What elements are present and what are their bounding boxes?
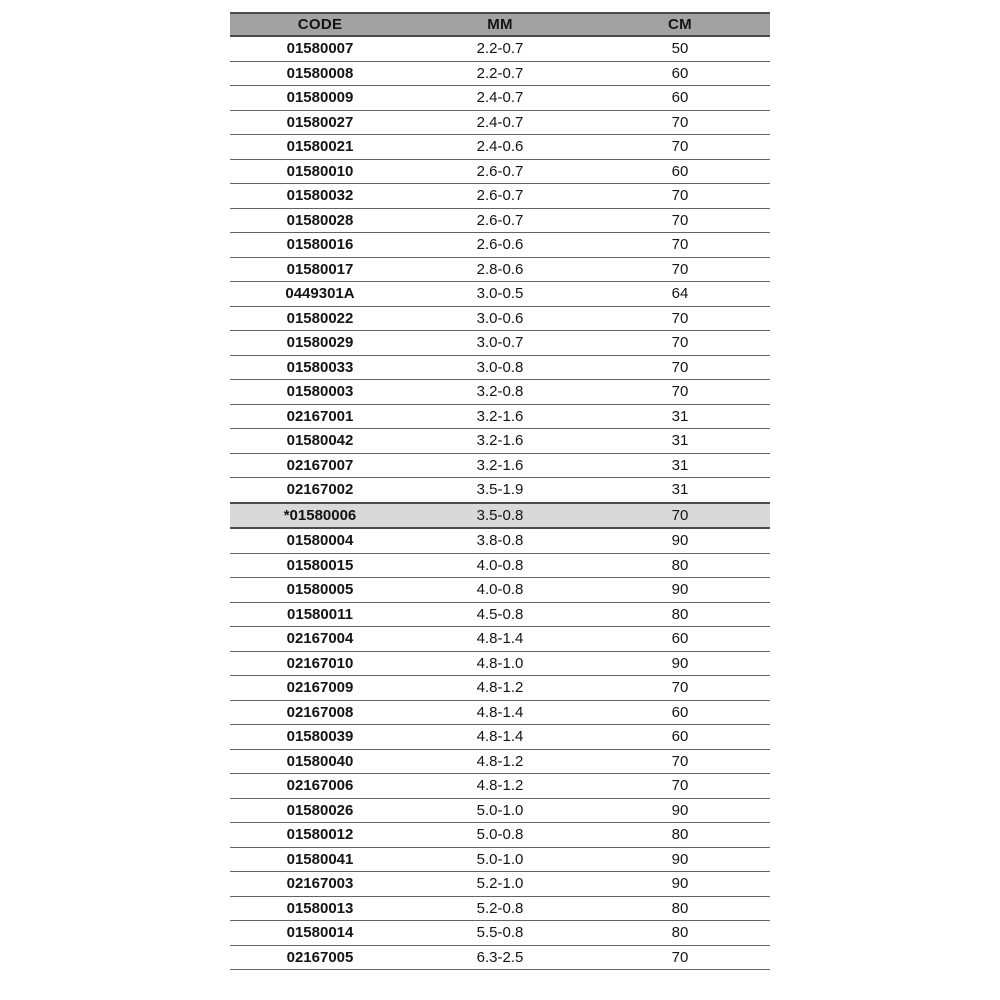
code-cell: 02167005 xyxy=(230,945,410,970)
code-cell: 01580010 xyxy=(230,159,410,184)
mm-cell: 5.0-1.0 xyxy=(410,798,590,823)
code-cell: 01580014 xyxy=(230,921,410,946)
code-cell: 01580042 xyxy=(230,429,410,454)
mm-cell: 4.0-0.8 xyxy=(410,553,590,578)
mm-cell: 2.2-0.7 xyxy=(410,61,590,86)
table-row xyxy=(230,135,770,160)
table-row xyxy=(230,380,770,405)
cm-cell: 60 xyxy=(590,159,770,184)
cm-cell: 70 xyxy=(590,676,770,701)
mm-cell: 4.8-1.2 xyxy=(410,774,590,799)
code-cell: 02167006 xyxy=(230,774,410,799)
table-row xyxy=(230,61,770,86)
cm-cell: 80 xyxy=(590,921,770,946)
cm-cell: 70 xyxy=(590,110,770,135)
code-cell: 01580008 xyxy=(230,61,410,86)
cm-cell: 90 xyxy=(590,578,770,603)
cm-cell: 50 xyxy=(590,36,770,61)
cm-cell: 31 xyxy=(590,404,770,429)
table-body xyxy=(230,36,770,970)
code-cell: 01580041 xyxy=(230,847,410,872)
cm-cell: 70 xyxy=(590,233,770,258)
code-cell: 01580005 xyxy=(230,578,410,603)
code-cell: 01580021 xyxy=(230,135,410,160)
code-cell: 01580004 xyxy=(230,528,410,553)
table-row xyxy=(230,872,770,897)
mm-cell: 4.8-1.4 xyxy=(410,725,590,750)
table-row xyxy=(230,404,770,429)
code-cell: 01580029 xyxy=(230,331,410,356)
code-cell: 02167008 xyxy=(230,700,410,725)
table-row xyxy=(230,627,770,652)
code-cell: 01580017 xyxy=(230,257,410,282)
cm-cell: 60 xyxy=(590,627,770,652)
mm-cell: 3.0-0.5 xyxy=(410,282,590,307)
cm-cell: 80 xyxy=(590,823,770,848)
code-cell: *01580006 xyxy=(230,503,410,529)
cm-cell: 31 xyxy=(590,453,770,478)
code-cell: 01580009 xyxy=(230,86,410,111)
code-cell: 01580027 xyxy=(230,110,410,135)
code-cell: 01580003 xyxy=(230,380,410,405)
cm-cell: 70 xyxy=(590,331,770,356)
cm-cell: 90 xyxy=(590,798,770,823)
code-cell: 01580039 xyxy=(230,725,410,750)
mm-cell: 2.8-0.6 xyxy=(410,257,590,282)
cm-cell: 70 xyxy=(590,503,770,529)
table-row xyxy=(230,306,770,331)
cm-cell: 60 xyxy=(590,725,770,750)
mm-cell: 3.0-0.7 xyxy=(410,331,590,356)
header-row xyxy=(230,13,770,36)
cm-cell: 31 xyxy=(590,478,770,503)
table-row xyxy=(230,233,770,258)
column-header-cm: CM xyxy=(590,13,770,36)
cm-cell: 70 xyxy=(590,774,770,799)
table-row xyxy=(230,945,770,970)
table-row xyxy=(230,478,770,503)
column-header-mm: MM xyxy=(410,13,590,36)
cm-cell: 70 xyxy=(590,355,770,380)
mm-cell: 4.8-1.2 xyxy=(410,676,590,701)
table-row xyxy=(230,651,770,676)
cm-cell: 60 xyxy=(590,86,770,111)
cm-cell: 90 xyxy=(590,528,770,553)
table-row xyxy=(230,159,770,184)
cm-cell: 70 xyxy=(590,945,770,970)
cm-cell: 90 xyxy=(590,847,770,872)
table-head xyxy=(230,13,770,36)
table-row xyxy=(230,331,770,356)
mm-cell: 4.5-0.8 xyxy=(410,602,590,627)
table-row xyxy=(230,749,770,774)
table-row xyxy=(230,528,770,553)
table-row xyxy=(230,896,770,921)
code-cell: 01580028 xyxy=(230,208,410,233)
mm-cell: 4.8-1.4 xyxy=(410,627,590,652)
table-row xyxy=(230,429,770,454)
mm-cell: 2.4-0.7 xyxy=(410,110,590,135)
code-cell: 01580033 xyxy=(230,355,410,380)
mm-cell: 2.6-0.7 xyxy=(410,159,590,184)
cm-cell: 60 xyxy=(590,61,770,86)
mm-cell: 4.0-0.8 xyxy=(410,578,590,603)
mm-cell: 3.2-1.6 xyxy=(410,404,590,429)
cm-cell: 70 xyxy=(590,184,770,209)
cm-cell: 80 xyxy=(590,553,770,578)
table-row xyxy=(230,208,770,233)
code-cell: 01580026 xyxy=(230,798,410,823)
cm-cell: 70 xyxy=(590,257,770,282)
code-cell: 01580013 xyxy=(230,896,410,921)
table-row xyxy=(230,725,770,750)
cm-cell: 90 xyxy=(590,651,770,676)
column-header-code: CODE xyxy=(230,13,410,36)
mm-cell: 2.6-0.6 xyxy=(410,233,590,258)
table-row xyxy=(230,847,770,872)
table-row xyxy=(230,36,770,61)
code-cell: 02167009 xyxy=(230,676,410,701)
mm-cell: 4.8-1.2 xyxy=(410,749,590,774)
mm-cell: 3.2-0.8 xyxy=(410,380,590,405)
cm-cell: 31 xyxy=(590,429,770,454)
table-row xyxy=(230,184,770,209)
table-row xyxy=(230,921,770,946)
mm-cell: 3.0-0.6 xyxy=(410,306,590,331)
code-cell: 01580022 xyxy=(230,306,410,331)
mm-cell: 2.4-0.6 xyxy=(410,135,590,160)
product-spec-table xyxy=(230,12,770,970)
table-row xyxy=(230,798,770,823)
cm-cell: 80 xyxy=(590,896,770,921)
cm-cell: 70 xyxy=(590,749,770,774)
table-row xyxy=(230,86,770,111)
code-cell: 01580040 xyxy=(230,749,410,774)
table-row xyxy=(230,774,770,799)
table-row xyxy=(230,578,770,603)
table-row xyxy=(230,355,770,380)
mm-cell: 3.5-1.9 xyxy=(410,478,590,503)
table-row xyxy=(230,282,770,307)
mm-cell: 3.5-0.8 xyxy=(410,503,590,529)
mm-cell: 5.2-0.8 xyxy=(410,896,590,921)
table-row-highlighted xyxy=(230,503,770,529)
code-cell: 01580011 xyxy=(230,602,410,627)
code-cell: 02167004 xyxy=(230,627,410,652)
code-cell: 02167001 xyxy=(230,404,410,429)
table-row xyxy=(230,602,770,627)
table-row xyxy=(230,700,770,725)
mm-cell: 6.3-2.5 xyxy=(410,945,590,970)
code-cell: 01580016 xyxy=(230,233,410,258)
code-cell: 02167003 xyxy=(230,872,410,897)
cm-cell: 90 xyxy=(590,872,770,897)
code-cell: 01580032 xyxy=(230,184,410,209)
code-cell: 02167010 xyxy=(230,651,410,676)
cm-cell: 60 xyxy=(590,700,770,725)
table-row xyxy=(230,110,770,135)
code-cell: 02167007 xyxy=(230,453,410,478)
mm-cell: 2.6-0.7 xyxy=(410,184,590,209)
mm-cell: 2.6-0.7 xyxy=(410,208,590,233)
cm-cell: 70 xyxy=(590,135,770,160)
mm-cell: 5.2-1.0 xyxy=(410,872,590,897)
mm-cell: 5.5-0.8 xyxy=(410,921,590,946)
mm-cell: 4.8-1.0 xyxy=(410,651,590,676)
code-cell: 01580015 xyxy=(230,553,410,578)
table-row xyxy=(230,823,770,848)
cm-cell: 64 xyxy=(590,282,770,307)
cm-cell: 70 xyxy=(590,306,770,331)
mm-cell: 2.2-0.7 xyxy=(410,36,590,61)
mm-cell: 3.0-0.8 xyxy=(410,355,590,380)
mm-cell: 3.2-1.6 xyxy=(410,429,590,454)
mm-cell: 5.0-0.8 xyxy=(410,823,590,848)
code-cell: 01580012 xyxy=(230,823,410,848)
code-cell: 02167002 xyxy=(230,478,410,503)
mm-cell: 3.2-1.6 xyxy=(410,453,590,478)
table-row xyxy=(230,257,770,282)
code-cell: 0449301A xyxy=(230,282,410,307)
code-cell: 01580007 xyxy=(230,36,410,61)
cm-cell: 70 xyxy=(590,208,770,233)
table-row xyxy=(230,553,770,578)
mm-cell: 5.0-1.0 xyxy=(410,847,590,872)
table-row xyxy=(230,676,770,701)
mm-cell: 2.4-0.7 xyxy=(410,86,590,111)
cm-cell: 80 xyxy=(590,602,770,627)
mm-cell: 4.8-1.4 xyxy=(410,700,590,725)
table-row xyxy=(230,453,770,478)
cm-cell: 70 xyxy=(590,380,770,405)
mm-cell: 3.8-0.8 xyxy=(410,528,590,553)
